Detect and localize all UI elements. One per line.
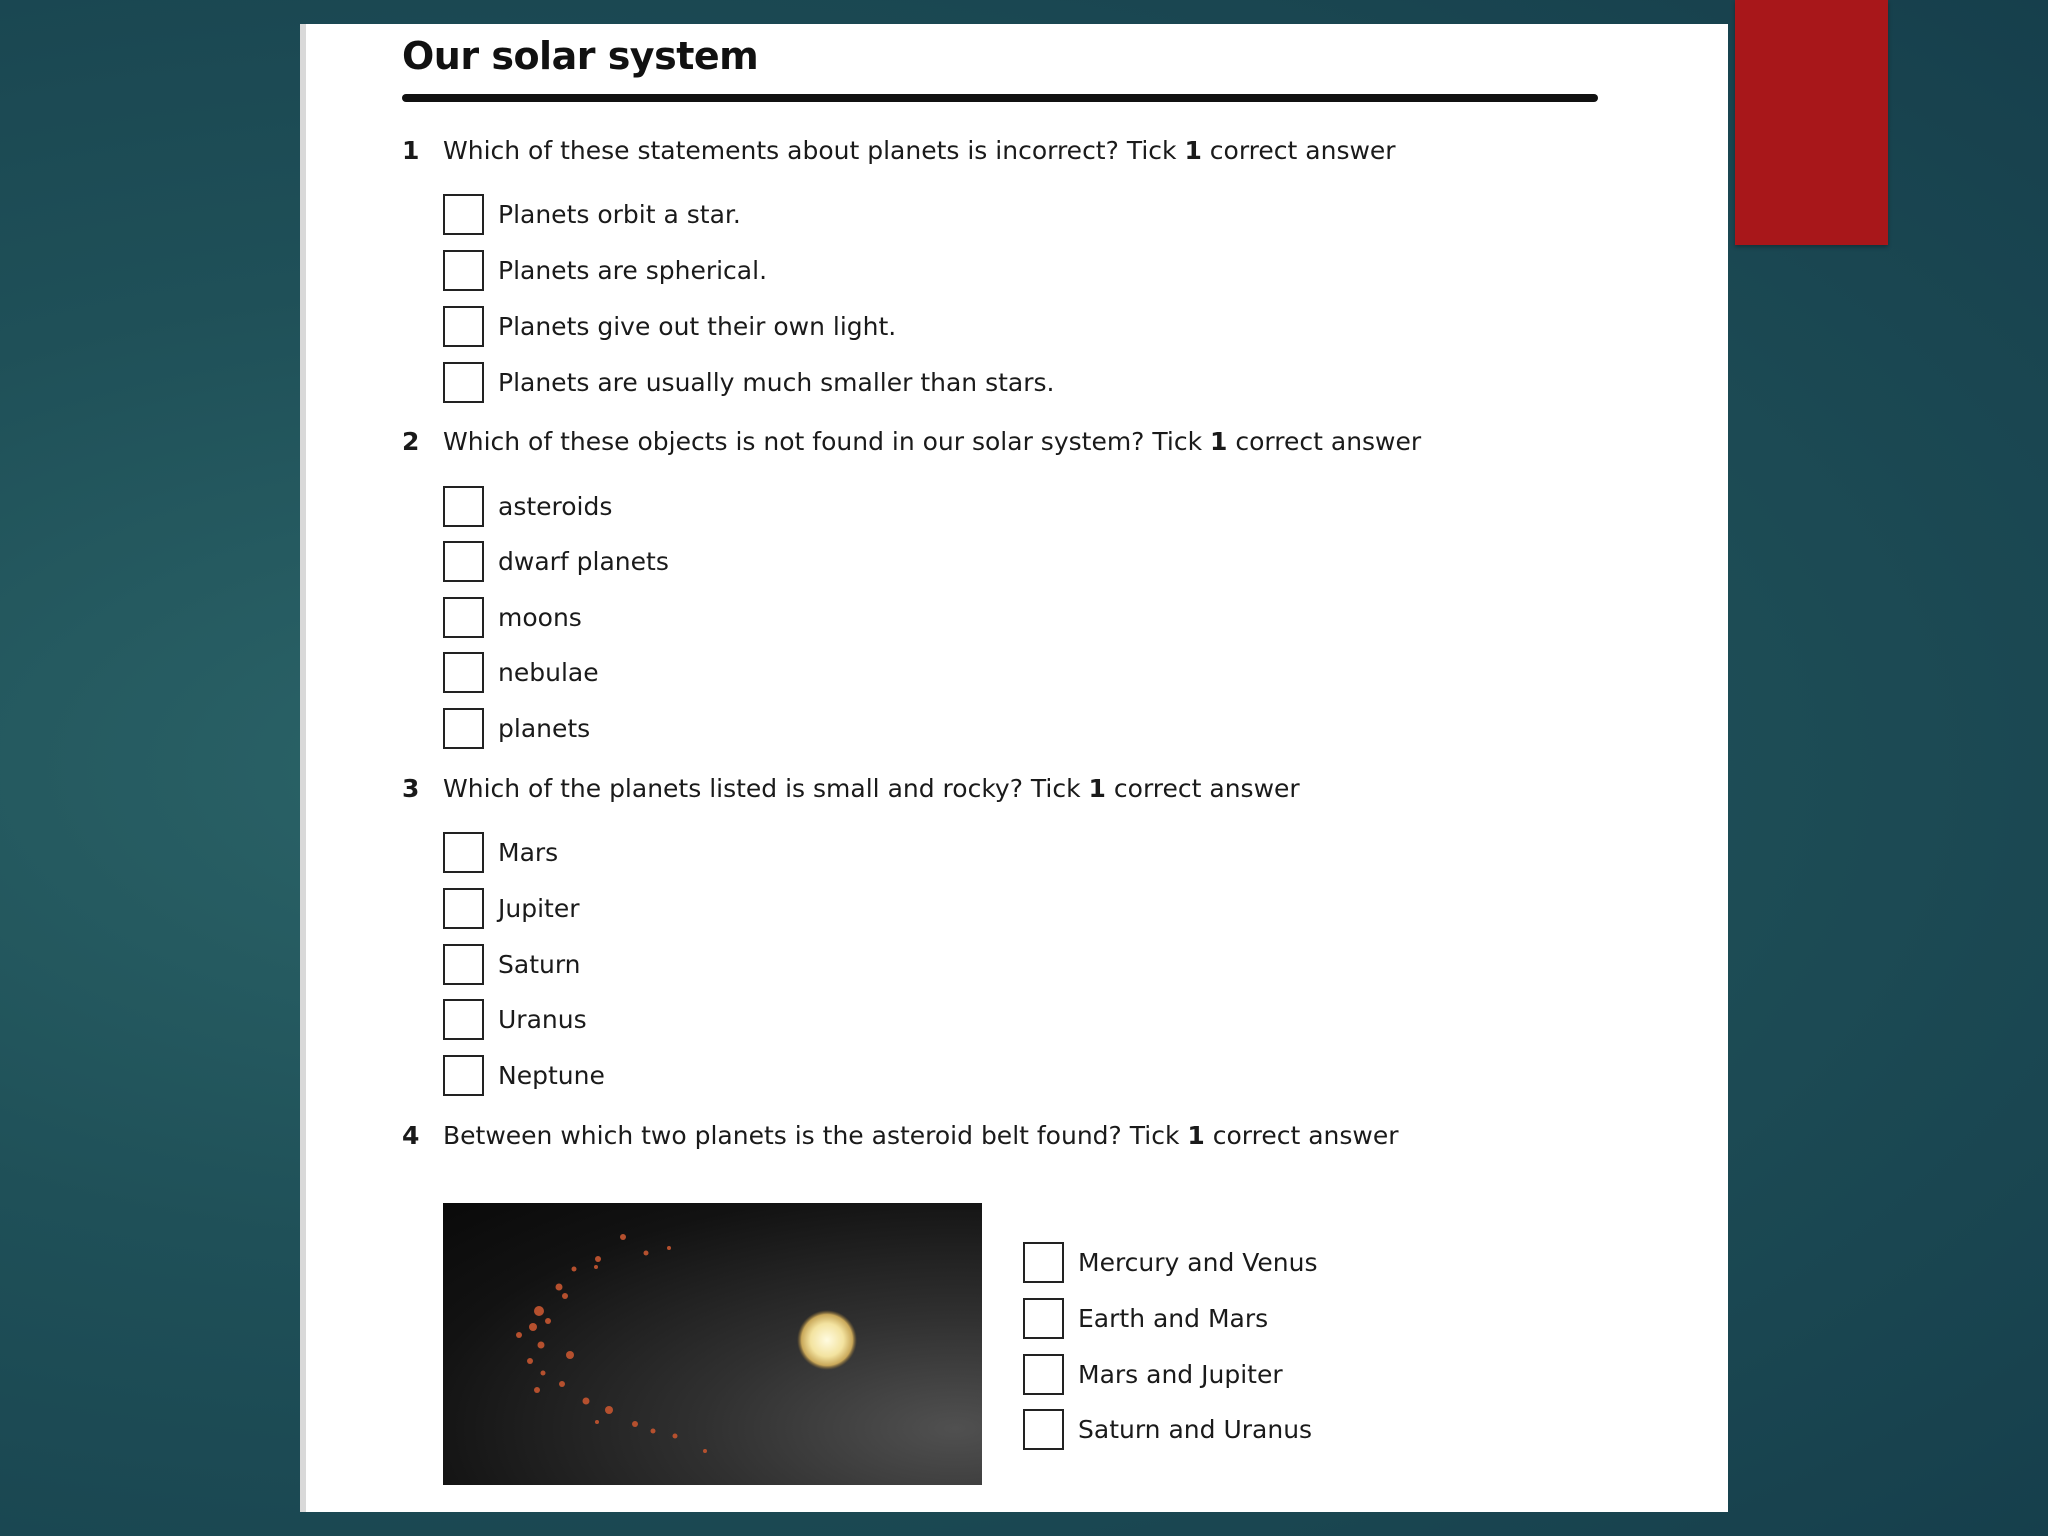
option-q2-e[interactable]	[443, 707, 590, 749]
checkbox[interactable]	[443, 1055, 484, 1096]
option-label: Jupiter	[498, 893, 580, 923]
option-label: Planets are spherical.	[498, 255, 768, 285]
checkbox[interactable]	[443, 362, 484, 403]
option-label: Earth and Mars	[1078, 1303, 1269, 1333]
option-q1-b[interactable]	[443, 249, 767, 291]
checkbox[interactable]	[1023, 1409, 1064, 1450]
option-q4-b[interactable]	[1023, 1297, 1268, 1339]
asteroid-belt-illustration	[443, 1203, 982, 1485]
question-text: Between which two planets is the asteroid belt found? Tick 1 correct answer	[443, 1121, 1399, 1150]
option-q4-d[interactable]	[1023, 1408, 1312, 1450]
red-bookmark-tab	[1735, 0, 1888, 245]
question-text: Which of these statements about planets is incorrect? Tick 1 correct answer	[443, 136, 1396, 165]
option-q3-a[interactable]	[443, 831, 558, 873]
option-q1-d[interactable]	[443, 361, 1054, 403]
option-q2-d[interactable]	[443, 651, 599, 693]
option-q4-a[interactable]	[1023, 1241, 1318, 1283]
question-1	[402, 136, 1396, 165]
checkbox[interactable]	[443, 486, 484, 527]
option-label: Planets are usually much smaller than stars.	[498, 367, 1055, 397]
option-label: Planets give out their own light.	[498, 311, 897, 341]
option-label: asteroids	[498, 491, 613, 521]
checkbox[interactable]	[443, 597, 484, 638]
title-underline	[402, 94, 1598, 102]
option-q2-b[interactable]	[443, 540, 669, 582]
option-q3-e[interactable]	[443, 1054, 605, 1096]
checkbox[interactable]	[443, 541, 484, 582]
checkbox[interactable]	[443, 888, 484, 929]
checkbox[interactable]	[443, 999, 484, 1040]
option-label: Saturn	[498, 949, 581, 979]
option-label: dwarf planets	[498, 546, 669, 576]
option-q1-c[interactable]	[443, 305, 896, 347]
option-label: nebulae	[498, 657, 599, 687]
question-2	[402, 427, 1421, 456]
option-label: planets	[498, 713, 591, 743]
sun-icon	[797, 1310, 857, 1370]
option-label: Uranus	[498, 1004, 587, 1034]
option-q3-c[interactable]	[443, 943, 581, 985]
option-q2-a[interactable]	[443, 485, 612, 527]
question-number: 4	[402, 1121, 420, 1150]
option-label: Planets orbit a star.	[498, 199, 741, 229]
asteroid-dots	[516, 1234, 707, 1453]
checkbox[interactable]	[443, 832, 484, 873]
page-title: Our solar system	[402, 34, 759, 78]
option-label: Saturn and Uranus	[1078, 1414, 1313, 1444]
option-label: Mercury and Venus	[1078, 1247, 1318, 1277]
option-q3-b[interactable]	[443, 887, 580, 929]
option-q1-a[interactable]	[443, 193, 741, 235]
checkbox[interactable]	[443, 250, 484, 291]
question-text: Which of these objects is not found in our solar system? Tick 1 correct answer	[443, 427, 1422, 456]
option-label: moons	[498, 602, 582, 632]
checkbox[interactable]	[1023, 1298, 1064, 1339]
option-label: Mars	[498, 837, 559, 867]
option-q4-c[interactable]	[1023, 1353, 1283, 1395]
checkbox[interactable]	[443, 306, 484, 347]
option-label: Neptune	[498, 1060, 605, 1090]
question-number: 1	[402, 136, 420, 165]
checkbox[interactable]	[1023, 1354, 1064, 1395]
checkbox[interactable]	[1023, 1242, 1064, 1283]
question-number: 2	[402, 427, 420, 456]
option-q3-d[interactable]	[443, 998, 587, 1040]
checkbox[interactable]	[443, 194, 484, 235]
question-4	[402, 1121, 1399, 1150]
checkbox[interactable]	[443, 708, 484, 749]
question-text: Which of the planets listed is small and rocky? Tick 1 correct answer	[443, 774, 1300, 803]
question-3	[402, 774, 1300, 803]
checkbox[interactable]	[443, 652, 484, 693]
asteroid-belt-image	[443, 1203, 982, 1485]
option-label: Mars and Jupiter	[1078, 1359, 1283, 1389]
worksheet-page	[300, 24, 1728, 1512]
option-q2-c[interactable]	[443, 596, 582, 638]
checkbox[interactable]	[443, 944, 484, 985]
question-number: 3	[402, 774, 420, 803]
